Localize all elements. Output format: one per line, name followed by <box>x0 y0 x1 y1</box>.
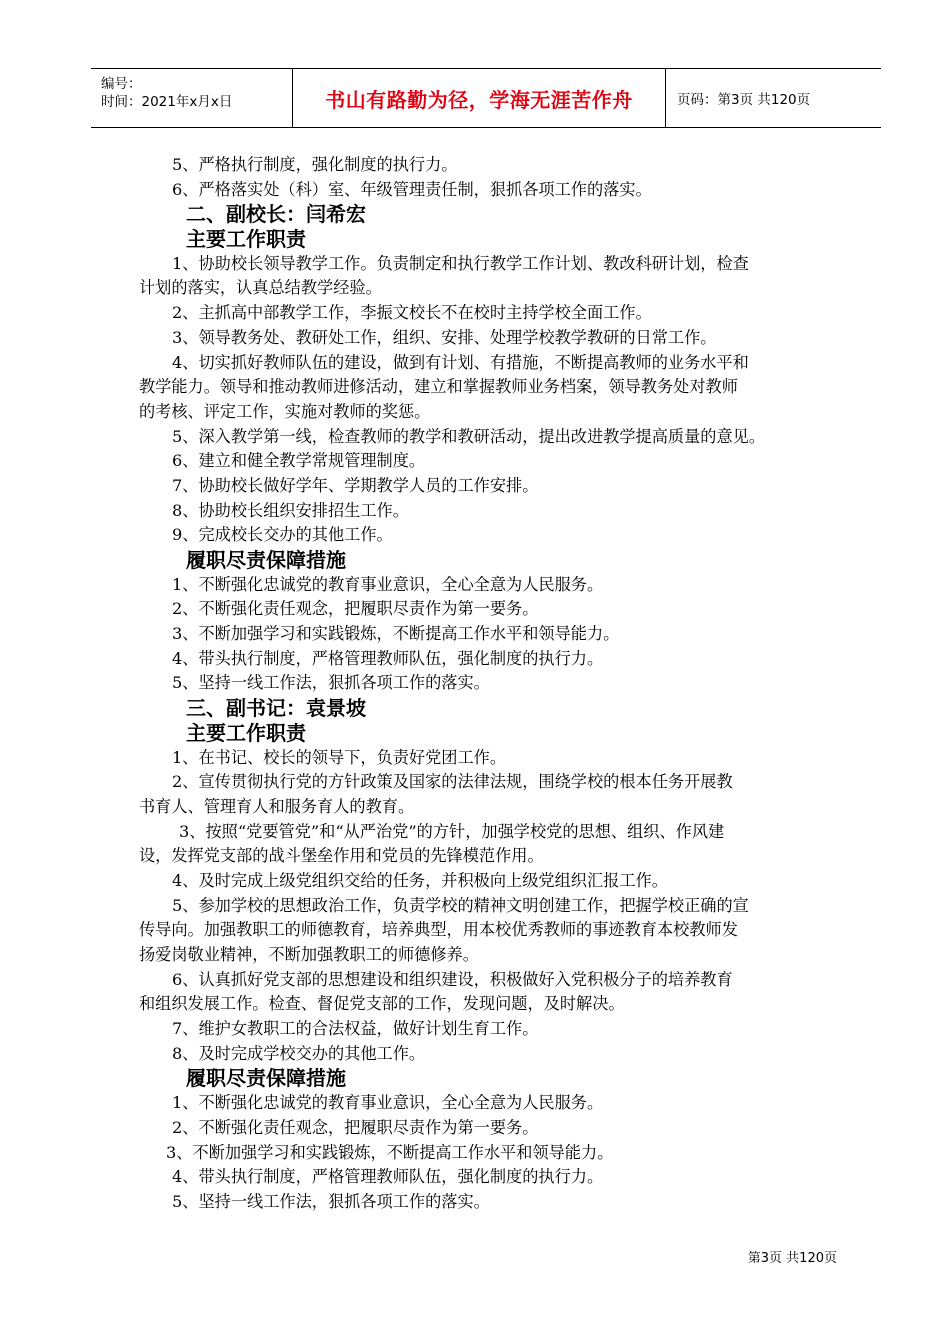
paragraph-line: 8、协助校长组织安排招生工作。 <box>172 500 409 520</box>
paragraph-line: 5、坚持一线工作法，狠抓各项工作的落实。 <box>172 673 490 693</box>
page-header <box>91 68 881 128</box>
paragraph-line: 8、及时完成学校交办的其他工作。 <box>172 1043 426 1063</box>
paragraph-line: 6、认真抓好党支部的思想建设和组织建设，积极做好入党积极分子的培养教育 <box>172 969 733 989</box>
paragraph-line: 4、及时完成上级党组织交给的任务，并积极向上级党组织汇报工作。 <box>172 870 668 890</box>
paragraph-line: 3、按照“党要管党”和“从严治党”的方针，加强学校党的思想、组织、作风建 <box>179 821 725 841</box>
number-label: 编号： <box>101 76 142 92</box>
paragraph-line: 扬爱岗敬业精神，不断加强教职工的师德修养。 <box>139 945 479 964</box>
paragraph-line: 1、不断强化忠诚党的教育事业意识，全心全意为人民服务。 <box>172 1093 604 1113</box>
paragraph-line: 和组织发展工作。检查、督促党支部的工作，发现问题，及时解决。 <box>139 994 625 1014</box>
paragraph-line: 7、协助校长做好学年、学期教学人员的工作安排。 <box>172 475 539 495</box>
paragraph-line: 6、建立和健全教学常规管理制度。 <box>172 451 426 471</box>
paragraph-line: 7、维护女教职工的合法权益，做好计划生育工作。 <box>172 1019 539 1039</box>
header-meta <box>91 69 293 127</box>
paragraph-line: 2、宣传贯彻执行党的方针政策及国家的法律法规，围绕学校的根本任务开展教 <box>172 772 733 792</box>
paragraph-line: 4、切实抓好教师队伍的建设，做到有计划、有措施，不断提高教师的业务水平和 <box>172 352 749 372</box>
paragraph-line: 2、主抓高中部教学工作，李振文校长不在校时主持学校全面工作。 <box>172 303 652 323</box>
paragraph-line: 6、严格落实处（科）室、年级管理责任制，狠抓各项工作的落实。 <box>172 179 652 199</box>
paragraph-line: 设，发挥党支部的战斗堡垒作用和党员的先锋模范作用。 <box>139 846 544 866</box>
header-motto: 书山有路勤为径，学海无涯苦作舟 <box>293 69 666 127</box>
paragraph-line: 2、不断强化责任观念，把履职尽责作为第一要务。 <box>172 599 539 619</box>
subsection-heading: 主要工作职责 <box>186 227 306 252</box>
paragraph-line: 1、在书记、校长的领导下，负责好党团工作。 <box>172 747 507 767</box>
subsection-heading: 履职尽责保障措施 <box>186 548 346 572</box>
page-footer: 第3页 共120页 <box>747 1251 837 1266</box>
paragraph-line: 3、不断加强学习和实践锻炼，不断提高工作水平和领导能力。 <box>166 1142 614 1162</box>
subsection-heading: 履职尽责保障措施 <box>186 1066 346 1091</box>
paragraph-line: 5、参加学校的思想政治工作，负责学校的精神文明创建工作，把握学校正确的宣 <box>172 895 749 915</box>
paragraph-line: 9、完成校长交办的其他工作。 <box>172 525 393 545</box>
header-page-number: 页码：第3页 共120页 <box>677 92 811 108</box>
paragraph-line: 教学能力。领导和推动教师进修活动，建立和掌握教师业务档案，领导教务处对教师 <box>139 377 738 397</box>
paragraph-line: 5、坚持一线工作法，狠抓各项工作的落实。 <box>172 1191 490 1211</box>
document-body <box>139 153 839 1215</box>
paragraph-line: 3、不断加强学习和实践锻炼，不断提高工作水平和领导能力。 <box>172 624 620 644</box>
paragraph-line: 4、带头执行制度，严格管理教师队伍，强化制度的执行力。 <box>172 1167 604 1187</box>
paragraph-line: 5、严格执行制度，强化制度的执行力。 <box>172 155 458 174</box>
paragraph-line: 4、带头执行制度，严格管理教师队伍，强化制度的执行力。 <box>172 648 604 668</box>
paragraph-line: 传导向。加强教职工的师德教育，培养典型，用本校优秀教师的事迹教育本校教师发 <box>139 920 738 940</box>
paragraph-line: 5、深入教学第一线，检查教师的教学和教研活动，提出改进教学提高质量的意见。 <box>172 426 766 446</box>
paragraph-line: 计划的落实，认真总结教学经验。 <box>139 278 382 298</box>
time-label: 时间：2021年x月x日 <box>101 94 233 110</box>
section-heading: 二、副校长：闫希宏 <box>186 202 366 227</box>
paragraph-line: 2、不断强化责任观念，把履职尽责作为第一要务。 <box>172 1117 539 1137</box>
paragraph-line: 书育人、管理育人和服务育人的教育。 <box>139 796 415 816</box>
paragraph-line: 1、不断强化忠诚党的教育事业意识，全心全意为人民服务。 <box>172 574 604 594</box>
paragraph-line: 3、领导教务处、教研处工作，组织、安排、处理学校教学教研的日常工作。 <box>172 327 717 347</box>
paragraph-line: 1、协助校长领导教学工作。负责制定和执行教学工作计划、教改科研计划，检查 <box>172 253 749 273</box>
section-heading: 三、副书记：袁景坡 <box>186 696 366 721</box>
subsection-heading: 主要工作职责 <box>186 720 306 745</box>
paragraph-line: 的考核、评定工作，实施对教师的奖惩。 <box>139 401 431 421</box>
